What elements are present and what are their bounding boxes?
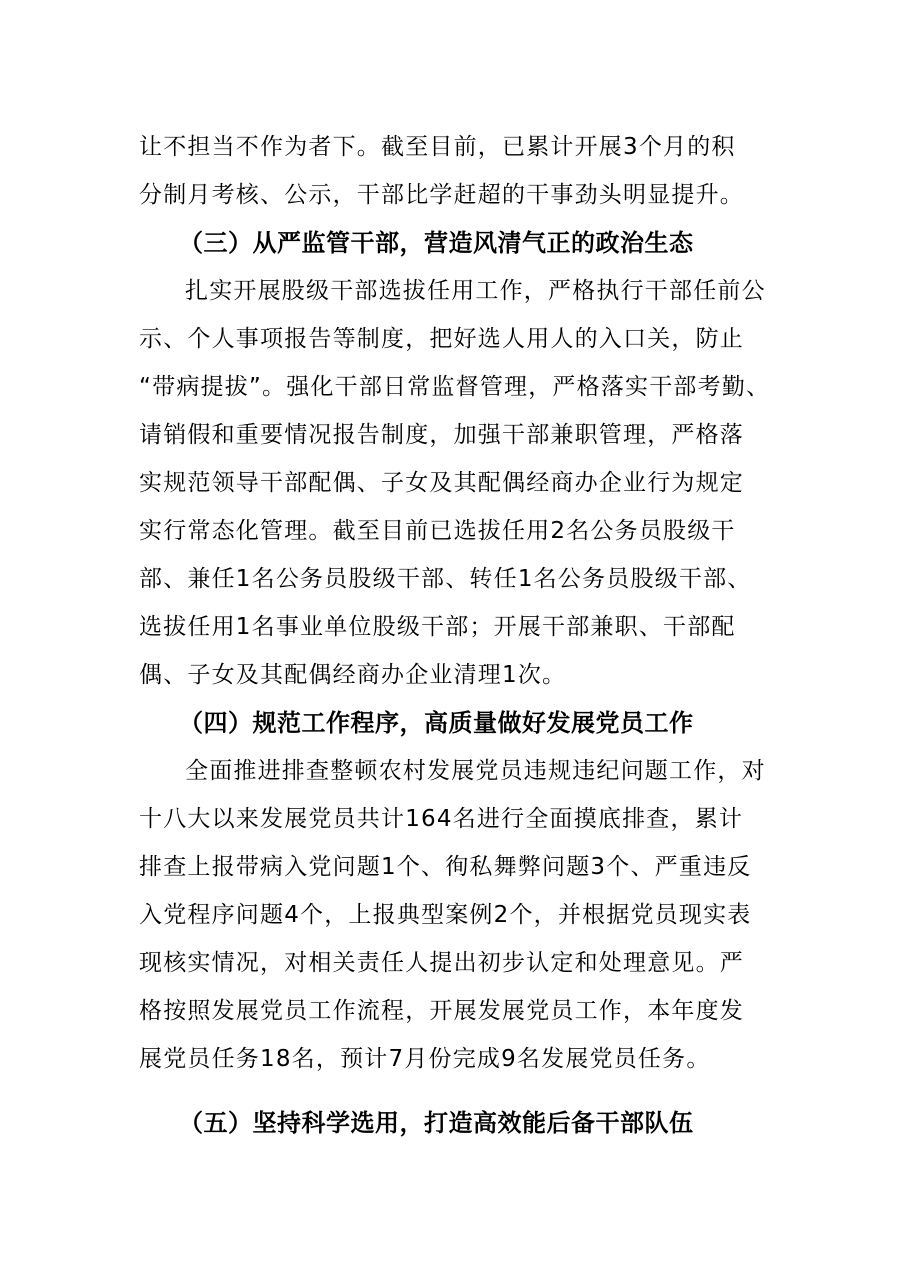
paragraph-line: “带病提拔”。强化干部日常监督管理，严格落实干部考勤、 [139,374,771,400]
section-heading-3: （三）从严监管干部，营造风清气正的政治生态 [179,229,694,257]
document-body [139,123,779,1147]
paragraph-line: 排查上报带病入党问题1个、徇私舞弊问题3个、严重违反 [139,854,752,880]
paragraph-line: 示、个人事项报告等制度，把好选人用人的入口关，防止 [139,326,744,352]
section-heading-4: （四）规范工作程序，高质量做好发展党员工作 [179,709,694,737]
paragraph-line: 请销假和重要情况报告制度，加强干部兼职管理，严格落 [139,422,744,448]
paragraph-line: 部、兼任1名公务员股级干部、转任1名公务员股级干部、 [139,566,752,592]
paragraph-line: 入党程序问题4个，上报典型案例2个，并根据党员现实表 [139,902,752,928]
paragraph-line: 扎实开展股级干部选拔任用工作，严格执行干部任前公 [185,278,766,304]
paragraph-line: 全面推进排查整顿农村发展党员违规违纪问题工作，对 [185,758,766,784]
paragraph-line: 实规范领导干部配偶、子女及其配偶经商办企业行为规定 [139,470,744,496]
paragraph-line: 格按照发展党员工作流程，开展发展党员工作，本年度发 [139,998,744,1024]
section-heading-5: （五）坚持科学选用，打造高效能后备干部队伍 [179,1109,694,1137]
paragraph-line: 实行常态化管理。截至目前已选拔任用2名公务员股级干 [139,518,736,544]
paragraph-line: 分制月考核、公示，干部比学赶超的干事劲头明显提升。 [139,182,744,208]
paragraph-line: 偶、子女及其配偶经商办企业清理1次。 [139,662,567,688]
paragraph-line: 十八大以来发展党员共计164名进行全面摸底排查，累计 [139,806,744,832]
paragraph-line: 选拔任用1名事业单位股级干部；开展干部兼职、干部配 [139,614,736,640]
paragraph-line: 展党员任务18名，预计7月份完成9名发展党员任务。 [139,1046,711,1072]
paragraph-line: 现核实情况，对相关责任人提出初步认定和处理意见。严 [139,950,744,976]
paragraph-line: 让不担当不作为者下。截至目前，已累计开展3个月的积 [139,134,736,160]
